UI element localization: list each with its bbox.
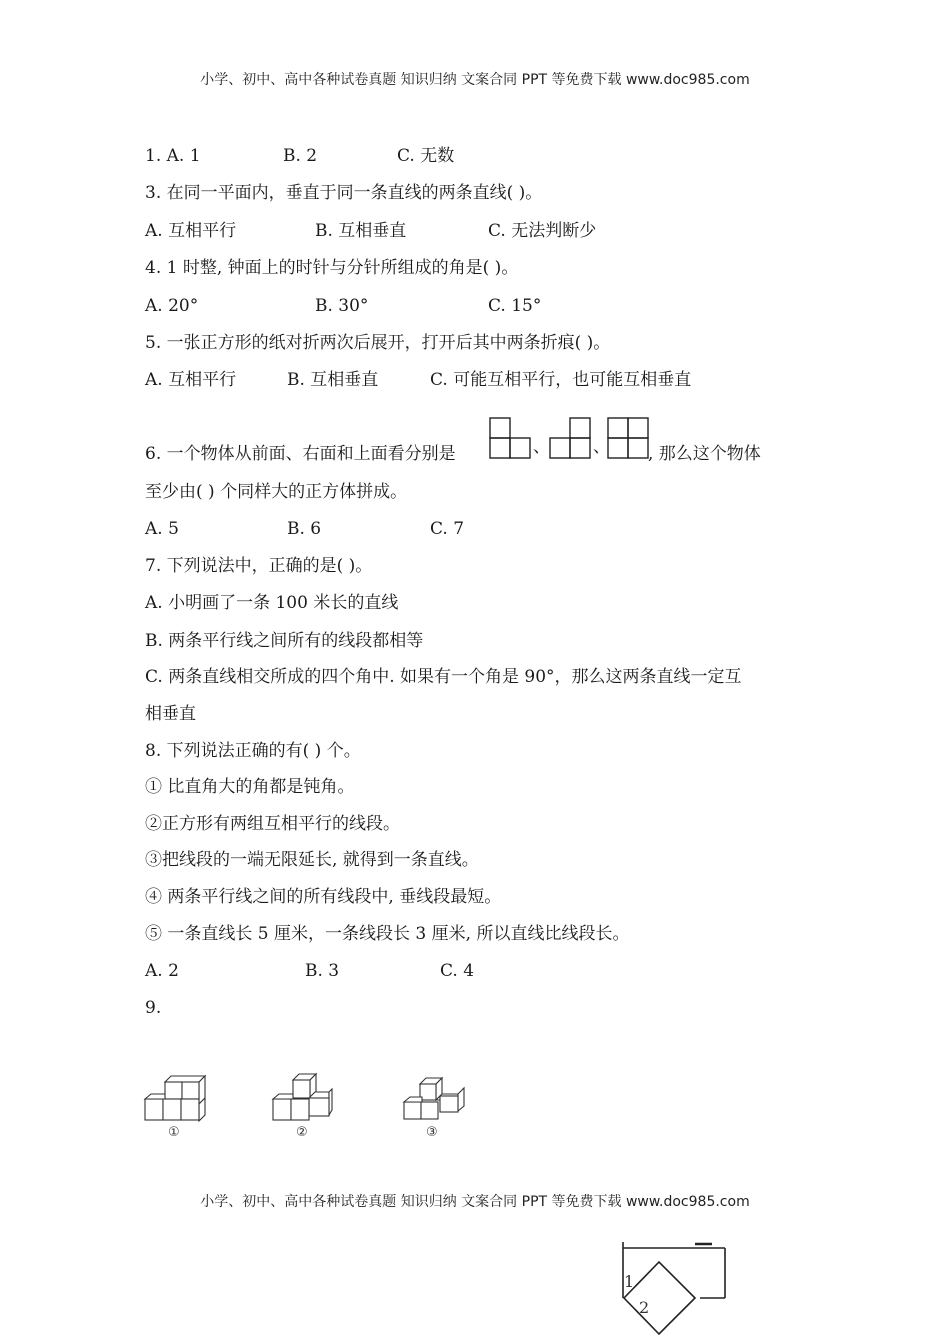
q5-stem: 5. 一张正方形的纸对折两次后展开，打开后其中两条折痕( )。 <box>145 333 611 353</box>
q6-separator-2: 、 <box>593 437 610 457</box>
q8-option-b: B. 3 <box>305 961 340 981</box>
q3-option-b: B. 互相垂直 <box>315 221 407 241</box>
q1-option-a: 1. A. 1 <box>145 146 201 166</box>
q4-option-b: B. 30° <box>315 296 369 316</box>
q8-stem: 8. 下列说法正确的有( ) 个。 <box>145 741 361 761</box>
q3-option-a: A. 互相平行 <box>145 221 237 241</box>
q6-option-a: A. 5 <box>145 519 179 539</box>
diagram-label-1: 1 <box>624 1272 635 1291</box>
cube-figure-2 <box>271 1070 335 1122</box>
q7-option-c: C. 两条直线相交所成的四个角中. 如果有一个角是 90°，那么这两条直线一定互 <box>145 667 742 687</box>
q8-statement-4: ④ 两条平行线之间的所有线段中, 垂线段最短。 <box>145 887 502 907</box>
top-view-icon <box>607 417 649 459</box>
q3-option-c: C. 无法判断少 <box>488 221 597 241</box>
page-footer: 小学、初中、高中各种试卷真题 知识归纳 文案合同 PPT 等免费下载 www.doc985.com <box>200 1194 750 1210</box>
front-view-icon <box>489 417 531 459</box>
q8-statement-1: ① 比直角大的角都是钝角。 <box>145 777 355 797</box>
q6-separator-1: 、 <box>533 437 550 457</box>
rectangle-diamond-diagram <box>615 1240 733 1344</box>
q4-option-c: C. 15° <box>488 296 542 316</box>
q8-option-c: C. 4 <box>440 961 475 981</box>
q7-stem: 7. 下列说法中，正确的是( )。 <box>145 556 373 576</box>
cube-figure-1 <box>143 1070 209 1122</box>
q3-stem: 3. 在同一平面内，垂直于同一条直线的两条直线( )。 <box>145 183 543 203</box>
q6-stem-line2: 至少由( ) 个同样大的正方体拼成。 <box>145 482 408 502</box>
q8-statement-5: ⑤ 一条直线长 5 厘米，一条线段长 3 厘米, 所以直线比线段长。 <box>145 924 630 944</box>
q6-stem-start: 6. 一个物体从前面、右面和上面看分别是 <box>145 444 456 464</box>
q8-statement-3: ③把线段的一端无限延长, 就得到一条直线。 <box>145 850 479 870</box>
q7-option-a: A. 小明画了一条 100 米长的直线 <box>145 593 399 613</box>
right-view-icon <box>549 417 591 459</box>
q6-option-c: C. 7 <box>430 519 465 539</box>
q9-number: 9. <box>145 998 162 1018</box>
q7-option-c-cont: 相垂直 <box>145 704 196 724</box>
diagram-label-2: 2 <box>639 1298 650 1317</box>
cube-figure-3-label: ③ <box>426 1125 438 1140</box>
q5-option-b: B. 互相垂直 <box>287 370 379 390</box>
q4-option-a: A. 20° <box>145 296 199 316</box>
q8-statement-2: ②正方形有两组互相平行的线段。 <box>145 814 400 834</box>
q5-option-a: A. 互相平行 <box>145 370 237 390</box>
q6-option-b: B. 6 <box>287 519 322 539</box>
q6-stem-end: , 那么这个物体 <box>648 444 761 464</box>
q1-option-c: C. 无数 <box>397 146 455 166</box>
q1-option-b: B. 2 <box>283 146 318 166</box>
page-header: 小学、初中、高中各种试卷真题 知识归纳 文案合同 PPT 等免费下载 www.doc985.com <box>200 72 750 88</box>
cube-figure-3 <box>402 1076 468 1122</box>
cube-figure-2-label: ② <box>296 1125 308 1140</box>
q7-option-b: B. 两条平行线之间所有的线段都相等 <box>145 631 424 651</box>
q8-option-a: A. 2 <box>145 961 179 981</box>
cube-figure-1-label: ① <box>168 1125 180 1140</box>
q5-option-c: C. 可能互相平行，也可能互相垂直 <box>430 370 692 390</box>
q4-stem: 4. 1 时整, 钟面上的时针与分针所组成的角是( )。 <box>145 258 519 278</box>
